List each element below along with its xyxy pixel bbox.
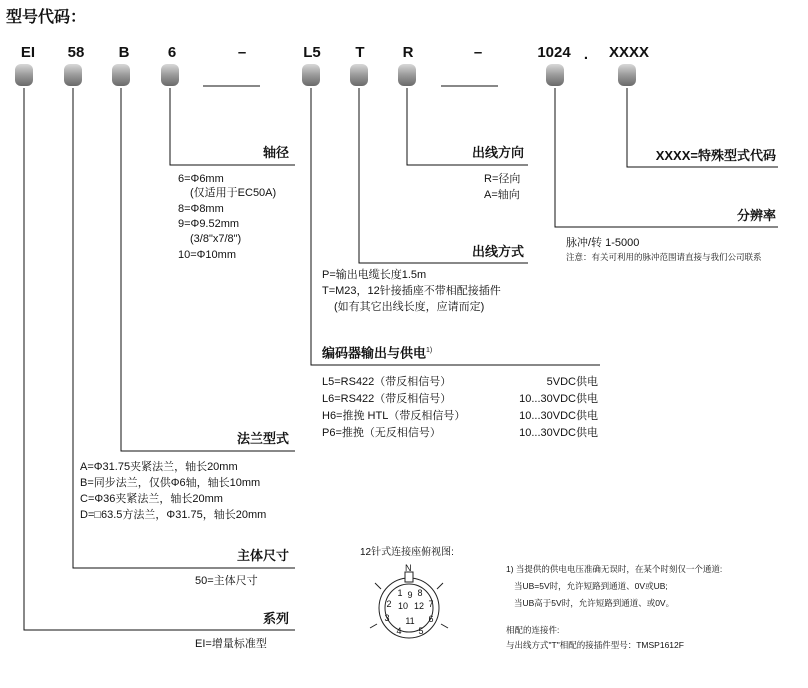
code-pill-cable-type xyxy=(350,64,368,86)
shaft-line-1: 6=Φ6mm xyxy=(178,173,224,185)
special-title: XXXX=特殊型式代码 xyxy=(655,148,776,163)
cable-type-line-1: P=输出电缆长度1.5m xyxy=(322,269,427,281)
pin-10: 10 xyxy=(397,601,409,611)
code-pill-shaft xyxy=(161,64,179,86)
body-size-line: 50=主体尺寸 xyxy=(195,575,258,587)
output-row-1-supply: 5VDC供电 xyxy=(546,376,598,388)
code-cable-type: T xyxy=(355,44,365,61)
output-title: 编码器输出与供电$^{1)}$ xyxy=(322,345,433,361)
code-cable-direction: R xyxy=(402,44,414,61)
code-dash-2: – xyxy=(473,44,483,61)
code-resolution: 1024 xyxy=(537,44,571,61)
connector-diagram xyxy=(370,572,448,638)
code-pill-resolution xyxy=(546,64,564,86)
pin-5: 5 xyxy=(418,626,424,636)
resolution-note: 注意：有关可利用的脉冲范围请直接与我们公司联系 xyxy=(566,252,762,262)
output-row-4-code: P6=推挽（无反相信号） xyxy=(322,427,441,439)
flange-line-1: A=Φ31.75夹紧法兰，轴长20mm xyxy=(80,461,238,473)
code-pill-series xyxy=(15,64,33,86)
series-title: 系列 xyxy=(262,611,289,626)
resolution-title: 分辨率 xyxy=(736,208,776,223)
code-dot: . xyxy=(583,46,589,63)
series-line: EI=增量标准型 xyxy=(195,638,267,650)
output-row-3-code: H6=推挽 HTL（带反相信号） xyxy=(322,410,466,422)
code-pill-cable-direction xyxy=(398,64,416,86)
code-pill-output xyxy=(302,64,320,86)
cable-direction-line-1: R=径向 xyxy=(484,173,521,185)
pin-8: 8 xyxy=(417,588,423,598)
body-size-title: 主体尺寸 xyxy=(236,548,289,563)
flange-title: 法兰型式 xyxy=(236,431,289,446)
connector-top-label: N xyxy=(405,563,412,573)
code-shaft: 6 xyxy=(167,44,177,61)
pin-11: 11 xyxy=(405,616,415,626)
connector-title: 12针式连接座俯视图: xyxy=(360,547,454,558)
pin-4: 4 xyxy=(396,626,402,636)
pin-6: 6 xyxy=(428,614,434,624)
code-pill-special xyxy=(618,64,636,86)
mating-title: 相配的连接件: xyxy=(506,625,560,635)
cable-type-line-3: (如有其它出线长度，应请而定) xyxy=(334,301,485,313)
shaft-line-4: 9=Φ9.52mm xyxy=(178,218,240,230)
output-row-3-supply: 10...30VDC供电 xyxy=(519,410,598,422)
mating-line: 与出线方式"T"相配的接插件型号：TMSP1612F xyxy=(506,640,684,650)
cable-direction-line-2: A=轴向 xyxy=(484,189,520,201)
output-footnote-mark: 1) xyxy=(426,347,433,354)
code-pill-flange xyxy=(112,64,130,86)
output-row-4-supply: 10...30VDC供电 xyxy=(519,427,598,439)
flange-line-3: C=Φ36夹紧法兰，轴长20mm xyxy=(80,493,223,505)
footnote-line-3: 当UB高于5V时，允许短路到通道、或0V。 xyxy=(514,598,675,608)
pin-7: 7 xyxy=(428,599,434,609)
output-row-2-supply: 10...30VDC供电 xyxy=(519,393,598,405)
code-series: EI xyxy=(20,44,36,61)
code-body-size: 58 xyxy=(67,44,85,61)
flange-line-4: D=□63.5方法兰，Φ31.75，轴长20mm xyxy=(80,509,267,521)
shaft-line-5: (3/8"x7/8") xyxy=(190,233,242,245)
code-output: L5 xyxy=(303,44,321,61)
pin-3: 3 xyxy=(384,613,390,623)
connector-pins xyxy=(384,588,433,636)
flange-line-2: B=同步法兰，仅供Φ6轴，轴长10mm xyxy=(80,477,261,489)
pin-1: 1 xyxy=(397,588,403,598)
page-title: 型号代码： xyxy=(6,9,87,26)
code-special: XXXX xyxy=(608,44,650,61)
code-dash-1: – xyxy=(237,44,247,61)
cable-type-title: 出线方式 xyxy=(471,244,524,259)
shaft-line-6: 10=Φ10mm xyxy=(178,249,236,261)
footnote-line-1: 1) 当提供的供电电压准确无误时，在某个时刻仅一个通道: xyxy=(506,564,723,574)
cable-type-line-2: T=M23，12针接插座不带相配接插件 xyxy=(322,285,501,297)
shaft-title: 轴径 xyxy=(262,145,289,160)
shaft-line-2: (仅适用于EC50A) xyxy=(190,187,277,199)
code-flange: B xyxy=(118,44,130,61)
footnote-line-2: 当UB=5V时，允许短路到通道、0V或UB; xyxy=(514,581,668,591)
output-row-1-code: L5=RS422（带反相信号） xyxy=(322,376,452,388)
pin-2: 2 xyxy=(386,599,392,609)
code-pill-body-size xyxy=(64,64,82,86)
pin-12: 12 xyxy=(413,601,425,611)
pin-9: 9 xyxy=(407,590,413,600)
shaft-line-3: 8=Φ8mm xyxy=(178,203,224,215)
output-row-2-code: L6=RS422（带反相信号） xyxy=(322,393,452,405)
resolution-range: 脉冲/转 1-5000 xyxy=(566,237,640,249)
cable-direction-title: 出线方向 xyxy=(471,145,524,160)
